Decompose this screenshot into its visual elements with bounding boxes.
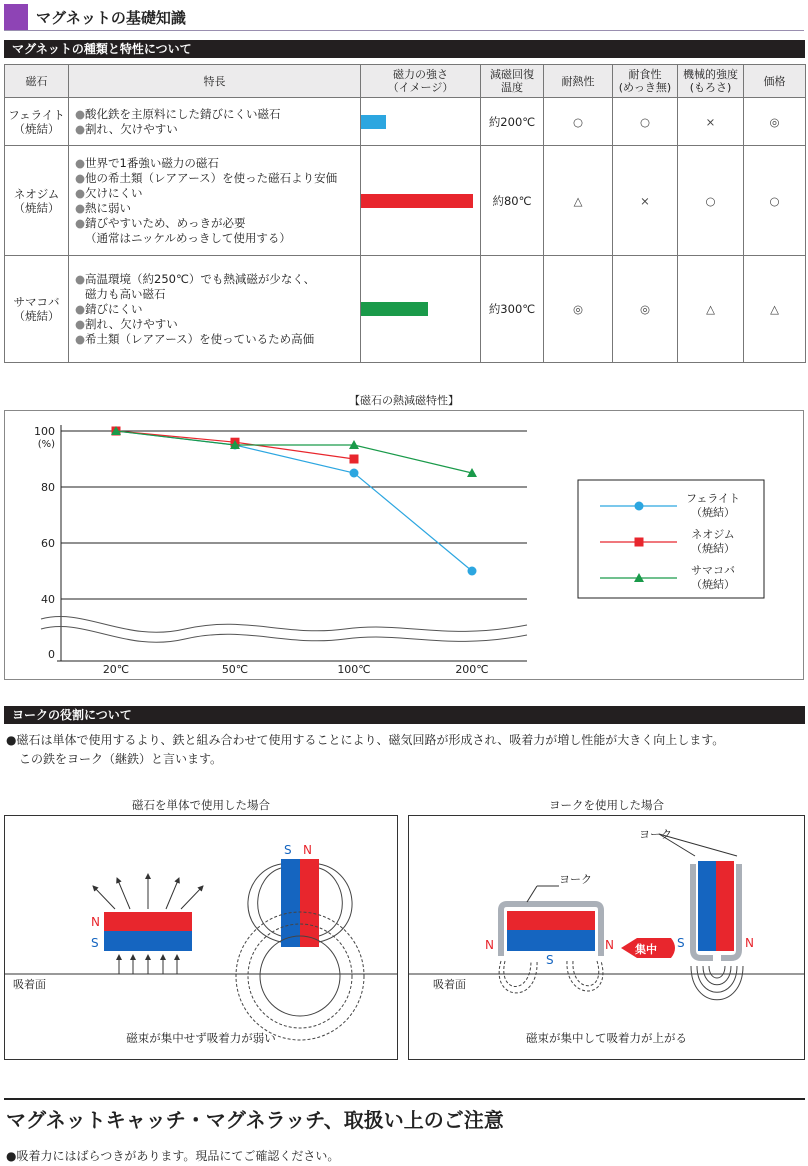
feature-item: ●他の希土類（レアアース）を使った磁石より安価 [75, 170, 338, 185]
legend-label: サマコバ [691, 564, 735, 577]
section-heading [4, 4, 804, 31]
table-header-cell: 機械的強度 (もろさ) [678, 65, 744, 98]
heading-marker [4, 4, 28, 30]
magnet-yoke-svg [409, 816, 804, 1059]
bullet-icon: ● [75, 200, 86, 215]
y-tick-label: 0 [48, 648, 55, 661]
temp-cell: 約300℃ [481, 256, 544, 363]
bullet-icon: ● [75, 170, 86, 185]
yoke-section-title: ヨークの役割について [4, 706, 805, 724]
series-line [116, 431, 472, 571]
vertical-magnet-s [281, 859, 300, 947]
feature-item: ●高温環境（約250℃）でも熱減磁が少なく、 磁力も高い磁石 [75, 271, 316, 301]
table-header-cell: 価格 [744, 65, 806, 98]
y-tick-label: 80 [41, 481, 55, 494]
vert-s-label: S [284, 843, 292, 857]
corrosion-cell: ○ [613, 98, 678, 146]
caution-note: ●吸着力にはばらつきがあります。現品にてご確認ください。 [6, 1149, 340, 1163]
feature-item: ●酸化鉄を主原料にした錆びにくい磁石 [75, 106, 281, 121]
vertical-magnet-n [300, 859, 319, 947]
strength-cell [361, 256, 481, 363]
legend-marker [635, 502, 644, 511]
corrosion-cell: ◎ [613, 256, 678, 363]
feature-item: ●希土類（レアアース）を使っているため高価 [75, 331, 315, 346]
strength-bar [361, 194, 473, 208]
bullet-icon: ● [75, 106, 86, 121]
yoke-text-line2: この鉄をヨーク（継鉄）と言います。 [19, 752, 223, 766]
features-cell [69, 256, 361, 363]
table-row [5, 146, 806, 256]
bullet-icon: ● [75, 155, 86, 170]
legend-label: ネオジム [691, 528, 735, 541]
y-unit-label: (%) [37, 439, 55, 450]
data-point [350, 455, 359, 464]
feature-item: ●割れ、欠けやすい [75, 316, 178, 331]
yoke-n-left: N [485, 938, 494, 952]
temp-cell: 約200℃ [481, 98, 544, 146]
table-header-cell: 減磁回復 温度 [481, 65, 544, 98]
bullet-icon: ● [75, 301, 86, 316]
bullet-icon: ● [75, 316, 86, 331]
chart-svg [5, 411, 805, 681]
vertical-yoke-magnet-n [716, 861, 734, 951]
x-tick-label: 50℃ [221, 663, 249, 676]
table-header-row [5, 65, 806, 98]
demagnetization-chart [4, 410, 804, 680]
legend-marker [635, 538, 644, 547]
y-tick-label: 100 [34, 425, 55, 438]
vert-n-label: N [303, 843, 312, 857]
x-tick-label: 20℃ [102, 663, 130, 676]
surface-label-left: 吸着面 [13, 978, 46, 991]
feature-item: ●錆びにくい [75, 301, 143, 316]
bullet-icon: ● [75, 331, 86, 346]
axis-break-wave [41, 617, 527, 633]
right-bottom-text: 磁束が集中して吸着力が上がる [526, 1031, 687, 1045]
left-diagram-caption: 磁石を単体で使用した場合 [132, 798, 270, 812]
focus-label: 集中 [635, 943, 657, 956]
magnet-name-cell: サマコバ （焼結） [5, 256, 69, 363]
caution-title: マグネットキャッチ・マグネラッチ、取扱い上のご注意 [6, 1108, 504, 1132]
bullet-icon: ● [75, 271, 86, 286]
magnet-alone-svg [5, 816, 397, 1059]
price-cell: △ [744, 256, 806, 363]
strength-bar [361, 302, 428, 316]
bullet-icon: ● [75, 215, 86, 230]
data-point [468, 567, 477, 576]
x-tick-label: 100℃ [337, 663, 371, 676]
magnet-alone-diagram [4, 815, 398, 1060]
right-diagram-caption: ヨークを使用した場合 [549, 798, 664, 812]
magnet-n-pole [104, 912, 192, 931]
vert-yoke-s: S [677, 936, 685, 950]
legend-label: フェライト [685, 492, 741, 505]
field-arrows-bottom [119, 955, 177, 974]
corrosion-cell: × [613, 146, 678, 256]
mechanical-cell: △ [678, 256, 744, 363]
left-n-label: N [91, 915, 100, 929]
feature-item: ●欠けにくい [75, 185, 143, 200]
types-section-title: マグネットの種類と特性について [4, 40, 805, 58]
left-bottom-text: 磁束が集中せず吸着力が弱い [126, 1031, 276, 1045]
legend-label: （焼結） [691, 542, 735, 555]
bullet-icon: ● [75, 121, 86, 136]
x-tick-label: 200℃ [455, 663, 489, 676]
yoke-description [6, 731, 806, 769]
surface-label-right: 吸着面 [433, 978, 466, 991]
heat-cell: ◎ [544, 256, 613, 363]
mechanical-cell: ○ [678, 146, 744, 256]
legend-label: （焼結） [691, 578, 735, 591]
magnet-name-cell: フェライト （焼結） [5, 98, 69, 146]
chart-title: 【磁石の熱減磁特性】 [349, 394, 459, 407]
heat-cell: △ [544, 146, 613, 256]
yoke-magnet-s [507, 930, 595, 951]
mechanical-cell: × [678, 98, 744, 146]
feature-item: ●世界で1番強い磁力の磁石 [75, 155, 219, 170]
features-cell [69, 146, 361, 256]
heat-cell: ○ [544, 98, 613, 146]
data-point [350, 469, 359, 478]
magnet-s-pole [104, 931, 192, 951]
y-tick-label: 40 [41, 593, 55, 606]
y-tick-label: 60 [41, 537, 55, 550]
yoke-label-2: ヨーク [639, 828, 672, 841]
strength-bar [361, 115, 386, 129]
yoke-s-center: S [546, 953, 554, 967]
strength-cell [361, 146, 481, 256]
magnet-with-yoke-diagram [408, 815, 805, 1060]
feature-item: ●錆びやすいため、めっきが必要 （通常はニッケルめっきして使用する） [75, 215, 291, 245]
legend-label: （焼結） [691, 506, 735, 519]
field-arrows-up [93, 874, 203, 909]
table-header-cell: 耐食性 (めっき無) [613, 65, 678, 98]
page-title: マグネットの基礎知識 [36, 9, 186, 27]
table-header-cell: 耐熱性 [544, 65, 613, 98]
yoke-text-line1: ●磁石は単体で使用するより、鉄と組み合わせて使用することにより、磁気回路が形成され、吸着力が増し性能が大きく向上します。 [6, 733, 725, 747]
magnet-types-table [4, 64, 806, 363]
series-line [116, 431, 472, 473]
table-row [5, 98, 806, 146]
vertical-yoke-magnet-s [698, 861, 716, 951]
vert-yoke-n: N [745, 936, 754, 950]
feature-item: ●割れ、欠けやすい [75, 121, 178, 136]
yoke-magnet-n [507, 911, 595, 930]
strength-cell [361, 98, 481, 146]
table-header-cell: 磁力の強さ （イメージ） [361, 65, 481, 98]
features-cell [69, 98, 361, 146]
yoke-label-1: ヨーク [559, 873, 592, 886]
temp-cell: 約80℃ [481, 146, 544, 256]
caution-rule [4, 1098, 805, 1100]
bullet-icon: ● [75, 185, 86, 200]
magnet-name-cell: ネオジム （焼結） [5, 146, 69, 256]
table-header-cell: 特長 [69, 65, 361, 98]
price-cell: ○ [744, 146, 806, 256]
table-row [5, 256, 806, 363]
price-cell: ◎ [744, 98, 806, 146]
yoke-n-right: N [605, 938, 614, 952]
table-header-cell: 磁石 [5, 65, 69, 98]
feature-item: ●熱に弱い [75, 200, 132, 215]
vertical-yoke-loops [691, 966, 743, 1000]
left-s-label: S [91, 936, 99, 950]
